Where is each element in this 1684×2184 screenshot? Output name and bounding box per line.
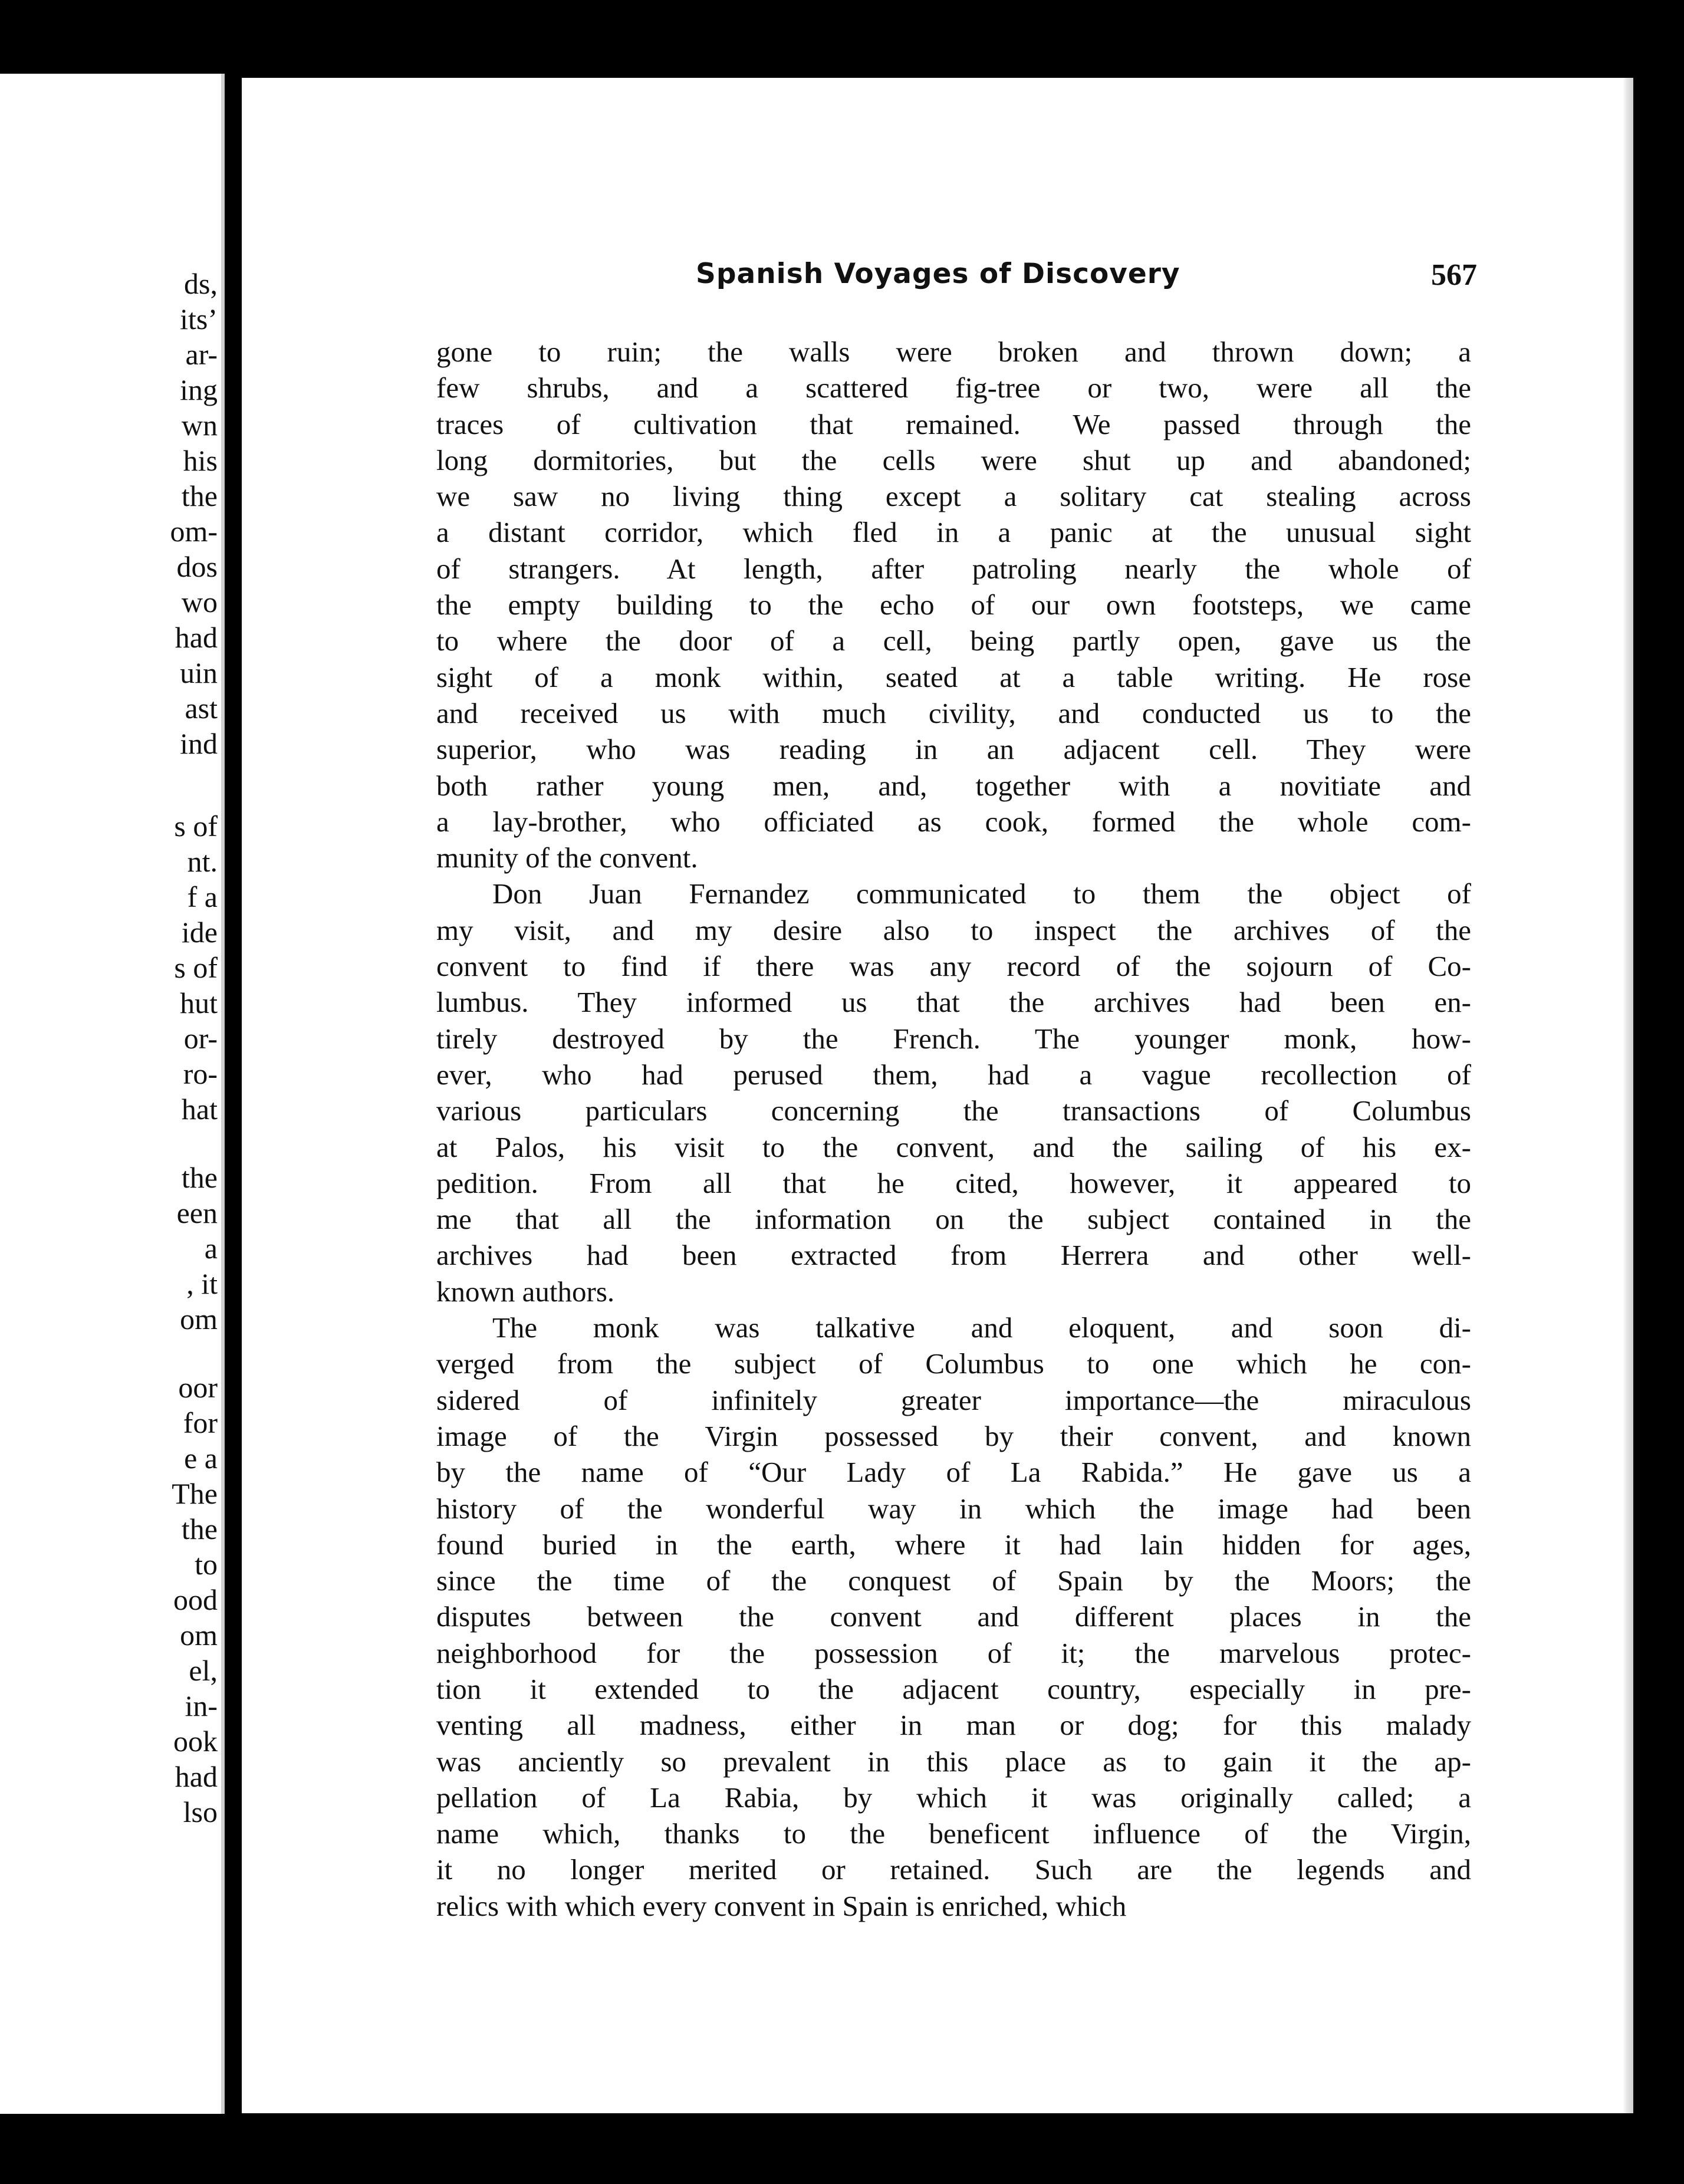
text-line: a distant corridor, which fled in a panic at the unusual sight — [436, 516, 1471, 549]
previous-page-line-fragment: lso — [183, 1795, 218, 1828]
previous-page-line-fragment: oor — [178, 1371, 218, 1404]
previous-page-line-fragment: ar- — [185, 338, 218, 371]
previous-page-line-fragment: its’ — [180, 302, 218, 336]
text-line: by the name of “Our Lady of La Rabida.” He gave us a — [436, 1456, 1471, 1489]
book-page — [242, 78, 1633, 2113]
text-line: was anciently so prevalent in this place as to gain it the ap- — [436, 1745, 1471, 1778]
text-line: tion it extended to the adjacent country, especially in pre- — [436, 1672, 1471, 1705]
text-line: to where the door of a cell, being partly open, gave us the — [436, 624, 1471, 657]
previous-page-line-fragment: to — [195, 1548, 218, 1581]
text-line: since the time of the conquest of Spain by the Moors; the — [436, 1564, 1471, 1597]
previous-page-line-fragment: hat — [181, 1093, 218, 1126]
text-line: it no longer merited or retained. Such are the legends and — [436, 1853, 1471, 1886]
text-line: name which, thanks to the beneficent influence of the Virgin, — [436, 1817, 1471, 1850]
text-line: verged from the subject of Columbus to one which he con- — [436, 1347, 1471, 1380]
previous-page-line-fragment: om- — [170, 515, 218, 548]
text-line: both rather young men, and, together with a novitiate and — [436, 769, 1471, 802]
previous-page-line-fragment: had — [175, 1760, 218, 1793]
text-line: tirely destroyed by the French. The younger monk, how- — [436, 1022, 1471, 1055]
previous-page-line-fragment: had — [175, 621, 218, 654]
previous-page-line-fragment: a — [204, 1232, 218, 1265]
previous-page-line-fragment: s of — [174, 951, 218, 984]
previous-page-line-fragment: een — [176, 1196, 218, 1229]
text-line: neighborhood for the possession of it; the marvelous protec- — [436, 1636, 1471, 1669]
text-line: at Palos, his visit to the convent, and the sailing of his ex- — [436, 1130, 1471, 1163]
text-line: of strangers. At length, after patroling nearly the whole of — [436, 552, 1471, 585]
text-line: lumbus. They informed us that the archives had been en- — [436, 986, 1471, 1019]
previous-page-line-fragment: wo — [181, 586, 218, 619]
previous-page-line-fragment: ide — [181, 916, 218, 949]
text-line: archives had been extracted from Herrera and other well- — [436, 1239, 1471, 1272]
previous-page-line-fragment: ds, — [184, 267, 218, 300]
previous-page-line-fragment: the — [181, 479, 218, 512]
text-line: traces of cultivation that remained. We passed through the — [436, 407, 1471, 440]
text-line: found buried in the earth, where it had lain hidden for ages, — [436, 1528, 1471, 1561]
previous-page-line-fragment: hut — [180, 986, 218, 1019]
text-line: venting all madness, either in man or dog; for this malady — [436, 1709, 1471, 1742]
previous-page-line-fragment: wn — [181, 409, 218, 442]
previous-page-line-fragment: dos — [176, 550, 218, 583]
previous-page-line-fragment: for — [183, 1406, 218, 1439]
previous-page-line-fragment: or- — [183, 1022, 218, 1055]
text-line: disputes between the convent and different places in the — [436, 1600, 1471, 1633]
text-line: long dormitories, but the cells were shut up and abandoned; — [436, 443, 1471, 476]
previous-page-line-fragment: nt. — [187, 845, 218, 878]
previous-page-line-fragment: , it — [186, 1267, 218, 1300]
text-line: me that all the information on the subject contained in the — [436, 1203, 1471, 1236]
previous-page-line-fragment: in- — [185, 1689, 218, 1722]
text-line: we saw no living thing except a solitary cat stealing across — [436, 480, 1471, 513]
text-line: history of the wonderful way in which the image had been — [436, 1492, 1471, 1525]
previous-page-line-fragment: the — [181, 1161, 218, 1194]
text-line: The monk was talkative and eloquent, and soon di- — [492, 1311, 1471, 1344]
body-text — [436, 334, 1471, 1924]
text-line: few shrubs, and a scattered fig-tree or two, were all the — [436, 371, 1471, 404]
text-line: pedition. From all that he cited, however, it appeared to — [436, 1166, 1471, 1199]
text-line: pellation of La Rabia, by which it was originally called; a — [436, 1781, 1471, 1814]
text-line: various particulars concerning the transactions of Columbus — [436, 1094, 1471, 1127]
text-line: gone to ruin; the walls were broken and thrown down; a — [436, 336, 1471, 368]
text-line: the empty building to the echo of our own footsteps, we came — [436, 588, 1471, 621]
previous-page-line-fragment: ro- — [183, 1057, 218, 1090]
previous-page-line-fragment: s of — [174, 810, 218, 843]
previous-page-line-fragment: om — [180, 1619, 218, 1652]
text-line: Don Juan Fernandez communicated to them the object of — [492, 877, 1471, 910]
text-line: and received us with much civility, and conducted us to the — [436, 696, 1471, 729]
text-line: relics with which every convent in Spain is enriched, which — [436, 1889, 1127, 1922]
previous-page-line-fragment: his — [183, 444, 218, 477]
text-line: my visit, and my desire also to inspect the archives of the — [436, 913, 1471, 946]
previous-page-line-fragment: ast — [185, 692, 218, 725]
text-line: known authors. — [436, 1275, 615, 1308]
text-line: superior, who was reading in an adjacent cell. They were — [436, 733, 1471, 766]
text-line: sight of a monk within, seated at a table writing. He rose — [436, 660, 1471, 693]
previous-page-line-fragment: ind — [180, 727, 218, 760]
previous-page-line-fragment: e a — [184, 1442, 218, 1475]
previous-page-line-fragment: ook — [173, 1725, 218, 1758]
text-line: munity of the convent. — [436, 841, 698, 874]
text-line: image of the Virgin possessed by their convent, and known — [436, 1419, 1471, 1452]
previous-page-line-fragment: el, — [189, 1654, 218, 1687]
text-line: convent to find if there was any record of the sojourn of Co- — [436, 950, 1471, 983]
running-head: Spanish Voyages of Discovery — [696, 258, 1180, 290]
previous-page-line-fragment: om — [180, 1302, 218, 1336]
text-line: sidered of infinitely greater importance—the miraculous — [436, 1383, 1471, 1416]
previous-page-line-fragment: f a — [187, 880, 218, 913]
page-number: 567 — [1431, 258, 1477, 292]
previous-page-line-fragment: the — [181, 1512, 218, 1545]
previous-page-line-fragment: ing — [180, 373, 218, 406]
previous-page-line-fragment: uin — [180, 656, 218, 689]
text-line: a lay-brother, who officiated as cook, formed the whole com- — [436, 805, 1471, 838]
previous-page-line-fragment: The — [172, 1477, 218, 1510]
text-line: ever, who had perused them, had a vague recollection of — [436, 1058, 1471, 1091]
previous-page-fragment — [0, 74, 225, 2114]
previous-page-line-fragment: ood — [173, 1583, 218, 1616]
